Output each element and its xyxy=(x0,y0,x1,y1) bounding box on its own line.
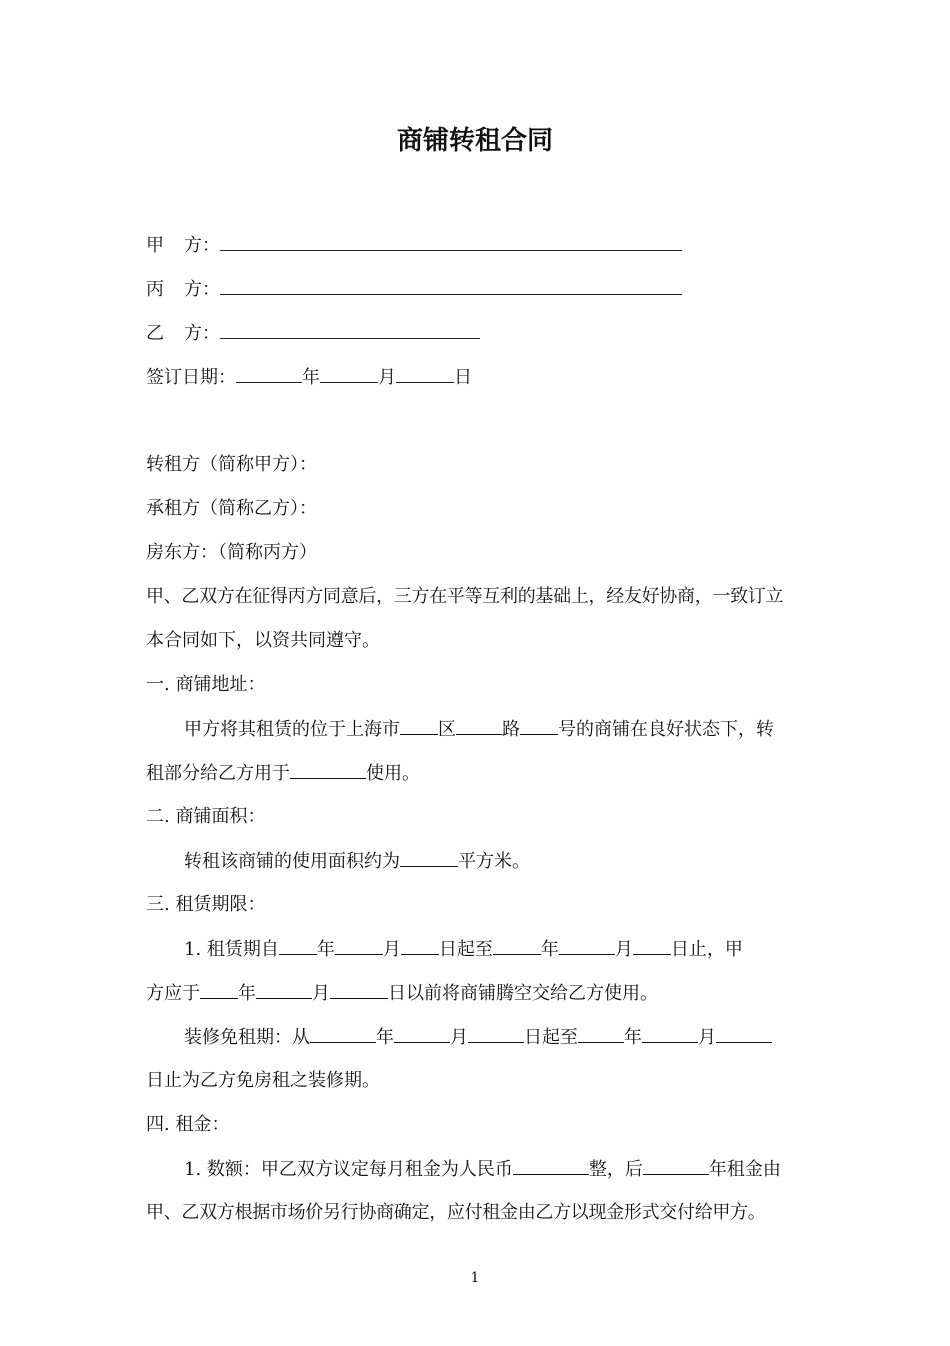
party-b-label: 乙 xyxy=(146,323,164,344)
section-3-line2: 方应于 年 月 日以前将商铺腾空交给乙方使用。 xyxy=(146,983,658,1004)
number-blank[interactable] xyxy=(520,718,558,735)
contract-title: 商铺转租合同 xyxy=(396,126,553,156)
area-blank[interactable] xyxy=(400,850,458,867)
usage-blank[interactable] xyxy=(290,762,366,779)
party-a-label: 甲 xyxy=(146,235,164,256)
lease-end-day-blank[interactable] xyxy=(633,938,671,955)
sign-year-blank[interactable] xyxy=(236,366,302,383)
lease-end-month-blank[interactable] xyxy=(559,938,615,955)
section-3-line1: 1. 租赁期自 年 月 日起至 年 月 日止，甲 xyxy=(184,939,743,960)
party-b-blank[interactable] xyxy=(220,322,480,339)
handover-day-blank[interactable] xyxy=(330,982,388,999)
section-1-line2: 租部分给乙方用于 使用。 xyxy=(146,763,420,784)
intro-paragraph-line1: 甲、乙双方在征得丙方同意后，三方在平等互利的基础上，经友好协商，一致订立 xyxy=(146,586,784,607)
sign-date-label: 签订日期： xyxy=(146,367,236,388)
party-c-label: 丙 xyxy=(146,279,164,300)
party-c-blank[interactable] xyxy=(220,278,682,295)
freerent-start-year-blank[interactable] xyxy=(310,1026,376,1043)
sign-date-line: 签订日期： 年 月 日 xyxy=(146,367,472,388)
party-a-blank[interactable] xyxy=(220,234,682,251)
section-2-line1: 转租该商铺的使用面积约为 平方米。 xyxy=(184,851,530,872)
party-a-line: 甲 方： xyxy=(146,234,682,257)
section-4-line1: 1. 数额：甲乙双方议定每月租金为人民币 整，后 年租金由 xyxy=(184,1159,781,1180)
lease-start-year-blank[interactable] xyxy=(279,938,317,955)
section-2-heading: 二. 商铺面积： xyxy=(146,806,266,827)
section-3-line4: 日止为乙方免房租之装修期。 xyxy=(146,1070,380,1091)
landlord-line: 房东方：（简称丙方） xyxy=(146,542,317,563)
page-number: 1 xyxy=(470,1270,480,1286)
section-4-heading: 四. 租金： xyxy=(146,1114,230,1135)
section-3-line3: 装修免租期：从 年 月 日起至 年 月 xyxy=(184,1026,772,1049)
lease-end-year-blank[interactable] xyxy=(493,938,541,955)
freerent-start-month-blank[interactable] xyxy=(394,1026,450,1043)
party-c-line: 丙 方： xyxy=(146,278,682,301)
freerent-start-day-blank[interactable] xyxy=(468,1026,524,1043)
sublessor-line: 转租方（简称甲方）： xyxy=(146,454,317,475)
intro-paragraph-line2: 本合同如下，以资共同遵守。 xyxy=(146,630,380,651)
section-1-heading: 一. 商铺地址： xyxy=(146,674,266,695)
monthly-rent-blank[interactable] xyxy=(513,1158,589,1175)
freerent-end-day-blank[interactable] xyxy=(716,1026,772,1043)
party-b-line: 乙 方： xyxy=(146,322,480,345)
section-1-line1: 甲方将其租赁的位于上海市 区 路 号的商铺在良好状态下，转 xyxy=(184,719,774,740)
handover-year-blank[interactable] xyxy=(200,982,238,999)
freerent-end-year-blank[interactable] xyxy=(578,1026,624,1043)
freerent-end-month-blank[interactable] xyxy=(642,1026,698,1043)
sign-day-blank[interactable] xyxy=(396,366,454,383)
lease-start-day-blank[interactable] xyxy=(401,938,439,955)
sign-month-blank[interactable] xyxy=(320,366,378,383)
lease-start-month-blank[interactable] xyxy=(335,938,383,955)
road-blank[interactable] xyxy=(456,718,502,735)
section-3-heading: 三. 租赁期限： xyxy=(146,894,266,915)
section-4-line2: 甲、乙双方根据市场价另行协商确定，应付租金由乙方以现金形式交付给甲方。 xyxy=(146,1202,766,1223)
district-blank[interactable] xyxy=(400,718,438,735)
handover-month-blank[interactable] xyxy=(256,982,312,999)
lessee-line: 承租方（简称乙方）： xyxy=(146,498,317,519)
rent-years-blank[interactable] xyxy=(643,1158,709,1175)
